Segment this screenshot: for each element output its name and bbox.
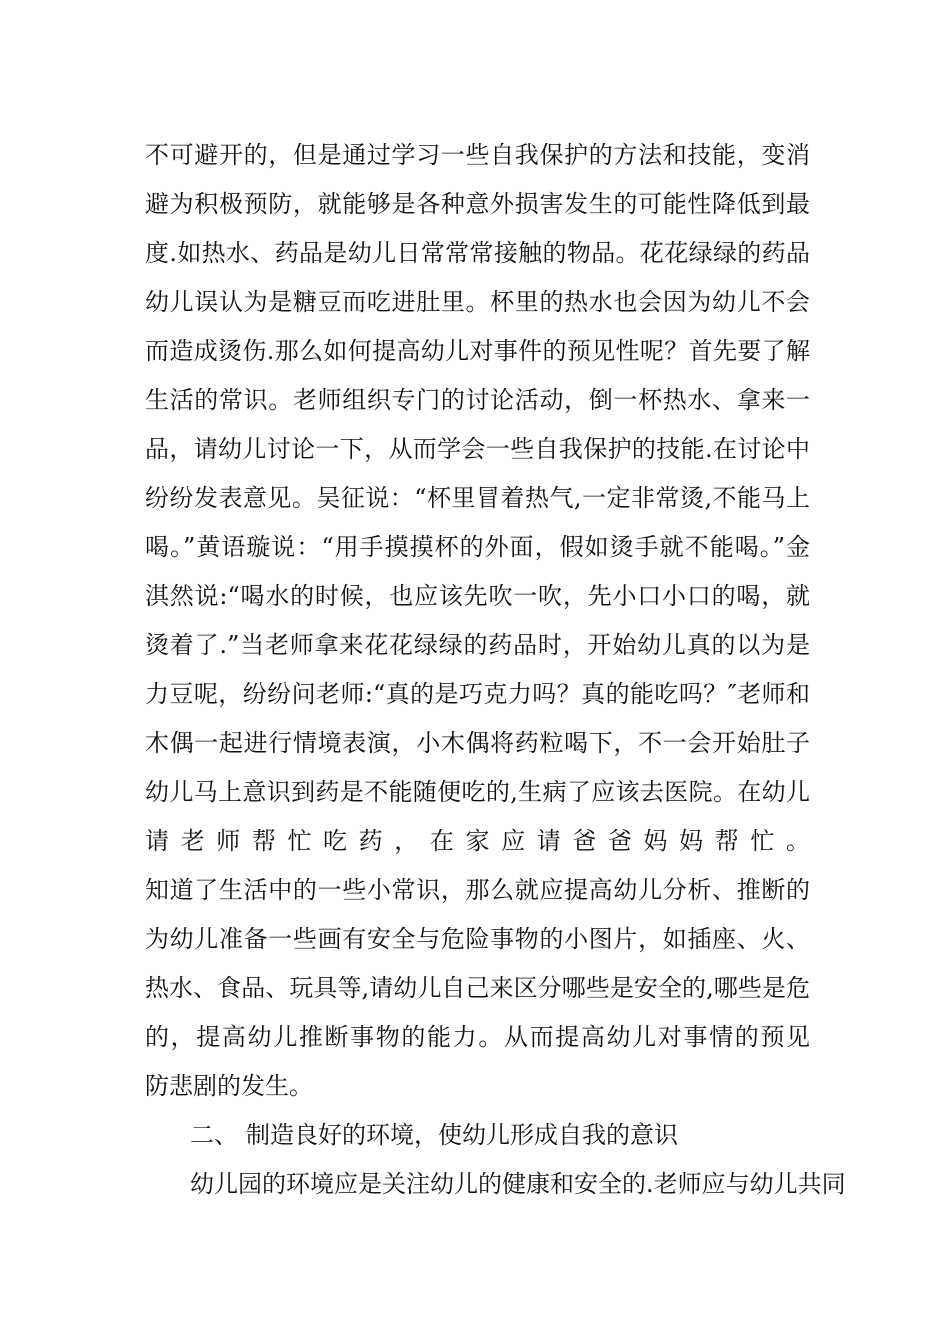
- text-line: 淇然说:“喝水的时候，也应该先吹一吹，先小口小口的喝，就: [145, 582, 810, 610]
- text-line: 喝。”黄语璇说：“用手摸摸杯的外面，假如烫手就不能喝。”金: [145, 533, 810, 561]
- body-text: [145, 131, 846, 1209]
- text-line: 幼儿误认为是糖豆而吃进肚里。杯里的热水也会因为幼儿不会: [145, 288, 810, 316]
- text-line: 度.如热水、药品是幼儿日常常常接触的物品。花花绿绿的药品: [145, 239, 810, 267]
- text-line: 请 老 师 帮 忙 吃 药 ， 在 家 应 请 爸 爸 妈 妈 帮 忙 。: [145, 827, 810, 855]
- text-line: 而造成烫伤.那么如何提高幼儿对事件的预见性呢？首先要了解: [145, 337, 810, 365]
- text-line: 纷纷发表意见。吴征说：“杯里冒着热气,一定非常烫,不能马上: [145, 484, 810, 512]
- text-line: 不可避开的，但是通过学习一些自我保护的方法和技能，变消: [145, 141, 810, 169]
- text-line: 防悲剧的发生。: [145, 1072, 313, 1100]
- text-line: 知道了生活中的一些小常识，那么就应提高幼儿分析、推断的: [145, 876, 810, 904]
- text-line: 避为积极预防，就能够是各种意外损害发生的可能性降低到最: [145, 190, 810, 218]
- text-line: 的，提高幼儿推断事物的能力。从而提高幼儿对事情的预见: [145, 1023, 810, 1051]
- text-line: 热水、食品、玩具等,请幼儿自己来区分哪些是安全的,哪些是危: [145, 974, 810, 1002]
- text-line: 烫着了.”当老师拿来花花绿绿的药品时，开始幼儿真的以为是: [145, 631, 810, 659]
- text-line: 生活的常识。老师组织专门的讨论活动，倒一杯热水、拿来一: [145, 386, 810, 414]
- text-line: 木偶一起进行情境表演，小木偶将药粒喝下，不一会开始肚子: [145, 729, 810, 757]
- section-number: 二、: [190, 1121, 238, 1149]
- section-heading: [145, 1111, 810, 1160]
- text-line: 为幼儿准备一些画有安全与危险事物的小图片，如插座、火、: [145, 925, 810, 953]
- section-title: 制造良好的环境，使幼儿形成自我的意识: [246, 1121, 678, 1149]
- text-line: 幼儿园的环境应是关注幼儿的健康和安全的.老师应与幼儿共同: [190, 1170, 846, 1198]
- text-line: 幼儿马上意识到药是不能随便吃的,生病了应该去医院。在幼儿: [145, 778, 810, 806]
- text-line: 品，请幼儿讨论一下，从而学会一些自我保护的技能.在讨论中: [145, 435, 810, 463]
- text-line: 力豆呢，纷纷问老师:“真的是巧克力吗？真的能吃吗？″老师和: [145, 680, 810, 708]
